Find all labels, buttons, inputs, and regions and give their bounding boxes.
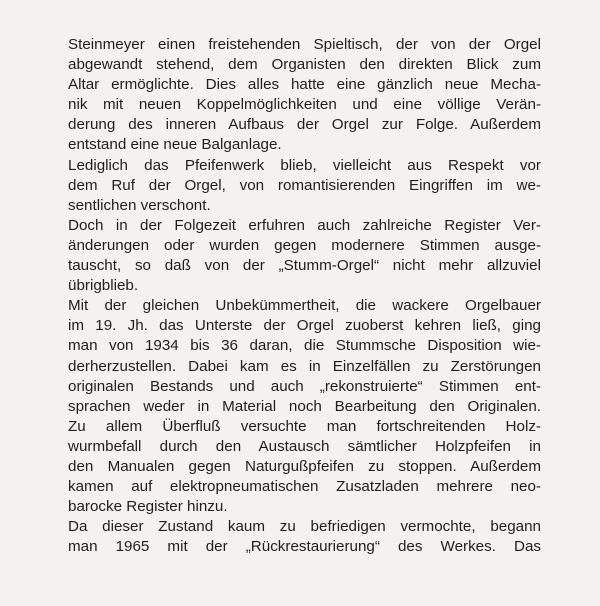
paragraph [68, 517, 541, 557]
paragraph [68, 35, 541, 156]
text-line: sprachen weder in Material noch Bearbeitung den Originalen. [68, 397, 541, 415]
text-line: übrigblieb. [68, 277, 139, 295]
text-line: Doch in der Folgezeit erfuhren auch zahlreiche Register Ver- [68, 216, 541, 234]
text-line: tauscht, so daß von der „Stumm-Orgel“ nicht mehr allzuviel [68, 257, 541, 275]
text-line: Lediglich das Pfeifenwerk blieb, vielleicht aus Respekt vor [68, 156, 541, 174]
text-line: derung des inneren Aufbaus der Orgel zur Folge. Außerdem [68, 116, 541, 134]
text-line: man 1965 mit der „Rückrestaurierung“ des Werkes. Das [68, 538, 541, 556]
paragraph [68, 156, 541, 216]
text-line: kamen auf elektropneumatischen Zusatzladen mehrere neo- [68, 478, 541, 496]
text-line: originalen Bestands und auch „rekonstruierte“ Stimmen ent- [68, 377, 541, 395]
text-line: Zu allem Überfluß versuchte man fortschreitenden Holz- [68, 417, 541, 435]
text-line: man von 1934 bis 36 daran, die Stummsche Disposition wie- [68, 337, 541, 355]
text-line: im 19. Jh. das Unterste der Orgel zuoberst kehren ließ, ging [68, 317, 541, 335]
text-line: abgewandt stehend, dem Organisten den direkten Blick zum [68, 56, 541, 74]
text-line: Altar ermöglichte. Dies alles hatte eine gänzlich neue Mecha- [68, 76, 541, 94]
text-line: änderungen oder wurden gegen modernere Stimmen ausge- [68, 236, 541, 254]
paragraph [68, 216, 541, 296]
text-line: dem Ruf der Orgel, von romantisierenden Eingriffen im we- [68, 176, 541, 194]
text-line: nik mit neuen Koppelmöglichkeiten und eine völlige Verän- [68, 96, 541, 114]
document-page [68, 35, 541, 557]
paragraph [68, 296, 541, 517]
text-line: barocke Register hinzu. [68, 498, 228, 516]
text-line: derherzustellen. Dabei kam es in Einzelfällen zu Zerstörungen [68, 357, 541, 375]
text-line: wurmbefall durch den Austausch sämtlicher Holzpfeifen in [68, 437, 541, 455]
text-line: Steinmeyer einen freistehenden Spieltisch, der von der Orgel [68, 36, 541, 53]
text-line: den Manualen gegen Naturgußpfeifen zu stoppen. Außerdem [68, 457, 541, 475]
text-line: sentlichen verschont. [68, 196, 211, 214]
text-line: entstand eine neue Balganlage. [68, 136, 282, 154]
text-line: Mit der gleichen Unbekümmertheit, die wackere Orgelbauer [68, 297, 541, 315]
text-line: Da dieser Zustand kaum zu befriedigen vermochte, begann [68, 518, 541, 536]
